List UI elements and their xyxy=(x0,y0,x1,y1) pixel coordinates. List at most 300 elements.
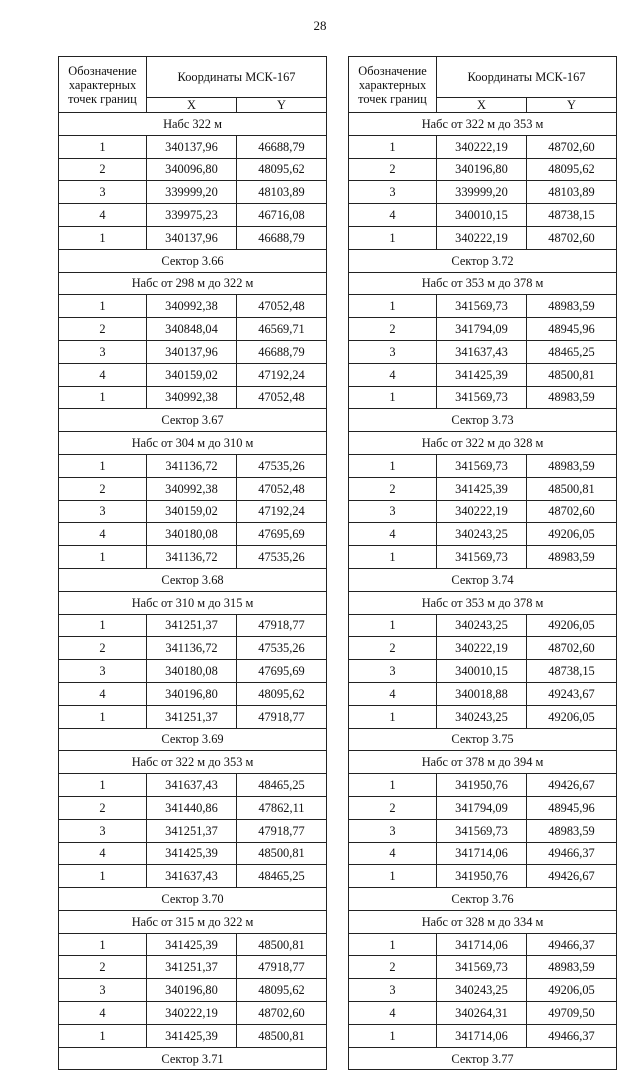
page-number: 28 xyxy=(313,18,327,33)
point-number: 3 xyxy=(59,340,147,363)
point-row xyxy=(59,614,327,637)
section-title: Сектор 3.69 xyxy=(59,728,327,751)
section-title: Сектор 3.67 xyxy=(59,409,327,432)
point-number: 4 xyxy=(59,842,147,865)
section-row xyxy=(59,751,327,774)
y-coordinate: 48702,60 xyxy=(527,135,617,158)
point-number: 1 xyxy=(349,933,437,956)
section-row xyxy=(59,591,327,614)
point-row xyxy=(59,1024,327,1047)
y-coordinate: 48095,62 xyxy=(237,158,327,181)
y-coordinate: 48702,60 xyxy=(237,1002,327,1025)
x-coordinate: 340180,08 xyxy=(147,523,237,546)
section-title: Сектор 3.66 xyxy=(59,249,327,272)
y-coordinate: 47052,48 xyxy=(237,295,327,318)
x-coordinate: 340137,96 xyxy=(147,340,237,363)
x-coordinate: 340159,02 xyxy=(147,500,237,523)
section-title: Набс 322 м xyxy=(59,113,327,136)
x-coordinate: 341637,43 xyxy=(147,774,237,797)
point-number: 4 xyxy=(59,682,147,705)
point-row xyxy=(349,979,617,1002)
section-row xyxy=(349,910,617,933)
point-number: 1 xyxy=(59,865,147,888)
point-row xyxy=(59,204,327,227)
point-row xyxy=(349,637,617,660)
x-coordinate: 341569,73 xyxy=(437,454,527,477)
point-row xyxy=(349,819,617,842)
x-coordinate: 340180,08 xyxy=(147,660,237,683)
point-number: 3 xyxy=(349,340,437,363)
point-row xyxy=(349,135,617,158)
x-coordinate: 340010,15 xyxy=(437,660,527,683)
point-row xyxy=(349,204,617,227)
point-number: 4 xyxy=(349,204,437,227)
point-number: 1 xyxy=(59,705,147,728)
section-row xyxy=(59,910,327,933)
section-row xyxy=(349,591,617,614)
point-number: 1 xyxy=(59,295,147,318)
point-number: 4 xyxy=(59,523,147,546)
point-row xyxy=(59,705,327,728)
table-header-row xyxy=(59,57,327,98)
x-coordinate: 341251,37 xyxy=(147,614,237,637)
y-coordinate: 48500,81 xyxy=(527,477,617,500)
point-row xyxy=(59,340,327,363)
point-number: 2 xyxy=(59,477,147,500)
coordinates-table-right xyxy=(348,56,617,1070)
point-number: 1 xyxy=(59,1024,147,1047)
point-number: 1 xyxy=(349,614,437,637)
point-number: 3 xyxy=(59,500,147,523)
section-title: Набс от 378 м до 394 м xyxy=(349,751,617,774)
point-number: 3 xyxy=(59,181,147,204)
section-row xyxy=(349,113,617,136)
point-number: 1 xyxy=(349,1024,437,1047)
point-number: 1 xyxy=(59,386,147,409)
y-coordinate: 48738,15 xyxy=(527,204,617,227)
point-number: 3 xyxy=(59,979,147,1002)
y-coordinate: 48983,59 xyxy=(527,454,617,477)
x-coordinate: 341714,06 xyxy=(437,933,527,956)
point-number: 1 xyxy=(349,454,437,477)
y-coordinate: 47535,26 xyxy=(237,454,327,477)
y-coordinate: 47192,24 xyxy=(237,363,327,386)
y-coordinate: 47695,69 xyxy=(237,523,327,546)
section-title: Набс от 353 м до 378 м xyxy=(349,591,617,614)
section-title: Набс от 353 м до 378 м xyxy=(349,272,617,295)
y-coordinate: 49466,37 xyxy=(527,842,617,865)
y-coordinate: 47052,48 xyxy=(237,386,327,409)
point-row xyxy=(59,637,327,660)
section-title: Набс от 328 м до 334 м xyxy=(349,910,617,933)
point-number: 2 xyxy=(349,158,437,181)
point-row xyxy=(59,819,327,842)
section-row xyxy=(349,249,617,272)
x-coordinate: 341794,09 xyxy=(437,318,527,341)
x-coordinate: 339975,23 xyxy=(147,204,237,227)
point-row xyxy=(349,660,617,683)
x-coordinate: 340222,19 xyxy=(437,500,527,523)
point-row xyxy=(349,614,617,637)
y-coordinate: 48103,89 xyxy=(237,181,327,204)
x-coordinate: 339999,20 xyxy=(437,181,527,204)
header-designation: Обозначение характерных точек границ xyxy=(59,57,147,113)
y-coordinate: 48465,25 xyxy=(527,340,617,363)
point-row xyxy=(59,979,327,1002)
y-coordinate: 48945,96 xyxy=(527,318,617,341)
y-coordinate: 48945,96 xyxy=(527,796,617,819)
x-coordinate: 341569,73 xyxy=(437,956,527,979)
point-row xyxy=(349,363,617,386)
x-coordinate: 341136,72 xyxy=(147,637,237,660)
point-row xyxy=(349,1002,617,1025)
y-coordinate: 47535,26 xyxy=(237,637,327,660)
x-coordinate: 341569,73 xyxy=(437,546,527,569)
point-row xyxy=(349,796,617,819)
x-coordinate: 341637,43 xyxy=(147,865,237,888)
section-row xyxy=(59,432,327,455)
point-row xyxy=(59,454,327,477)
x-coordinate: 340222,19 xyxy=(437,637,527,660)
section-row xyxy=(59,272,327,295)
section-title: Сектор 3.70 xyxy=(59,888,327,911)
section-row xyxy=(59,113,327,136)
point-number: 1 xyxy=(59,454,147,477)
point-number: 1 xyxy=(59,135,147,158)
point-row xyxy=(59,546,327,569)
section-row xyxy=(59,728,327,751)
point-number: 3 xyxy=(59,660,147,683)
point-number: 1 xyxy=(59,226,147,249)
y-coordinate: 49206,05 xyxy=(527,614,617,637)
x-coordinate: 341251,37 xyxy=(147,956,237,979)
y-coordinate: 46569,71 xyxy=(237,318,327,341)
y-coordinate: 47535,26 xyxy=(237,546,327,569)
point-number: 3 xyxy=(349,500,437,523)
point-number: 2 xyxy=(59,637,147,660)
point-number: 2 xyxy=(59,796,147,819)
point-row xyxy=(59,158,327,181)
point-row xyxy=(59,135,327,158)
section-title: Набс от 322 м до 353 м xyxy=(59,751,327,774)
x-coordinate: 341440,86 xyxy=(147,796,237,819)
y-coordinate: 46716,08 xyxy=(237,204,327,227)
y-coordinate: 49243,67 xyxy=(527,682,617,705)
point-number: 3 xyxy=(349,979,437,1002)
x-coordinate: 339999,20 xyxy=(147,181,237,204)
y-coordinate: 48500,81 xyxy=(237,1024,327,1047)
y-coordinate: 49206,05 xyxy=(527,705,617,728)
header-y: Y xyxy=(527,98,617,113)
section-row xyxy=(59,568,327,591)
y-coordinate: 48095,62 xyxy=(527,158,617,181)
section-row xyxy=(59,888,327,911)
header-coordinates: Координаты МСК-167 xyxy=(147,57,327,98)
point-row xyxy=(349,956,617,979)
point-row xyxy=(59,181,327,204)
y-coordinate: 48983,59 xyxy=(527,819,617,842)
point-row xyxy=(349,386,617,409)
y-coordinate: 48983,59 xyxy=(527,956,617,979)
y-coordinate: 47918,77 xyxy=(237,614,327,637)
y-coordinate: 49206,05 xyxy=(527,979,617,1002)
section-row xyxy=(349,888,617,911)
section-row xyxy=(59,1047,327,1070)
section-row xyxy=(59,249,327,272)
point-number: 4 xyxy=(59,363,147,386)
point-number: 4 xyxy=(59,204,147,227)
point-number: 3 xyxy=(349,660,437,683)
point-number: 1 xyxy=(349,865,437,888)
x-coordinate: 340196,80 xyxy=(147,682,237,705)
y-coordinate: 47918,77 xyxy=(237,705,327,728)
y-coordinate: 49426,67 xyxy=(527,774,617,797)
point-number: 2 xyxy=(349,477,437,500)
point-row xyxy=(59,295,327,318)
point-row xyxy=(349,682,617,705)
x-coordinate: 341425,39 xyxy=(147,933,237,956)
point-row xyxy=(349,523,617,546)
x-coordinate: 340848,04 xyxy=(147,318,237,341)
y-coordinate: 48500,81 xyxy=(237,933,327,956)
x-coordinate: 341136,72 xyxy=(147,454,237,477)
point-row xyxy=(59,523,327,546)
y-coordinate: 47192,24 xyxy=(237,500,327,523)
y-coordinate: 47918,77 xyxy=(237,819,327,842)
point-row xyxy=(349,181,617,204)
point-row xyxy=(59,796,327,819)
section-title: Набс от 298 м до 322 м xyxy=(59,272,327,295)
section-title: Сектор 3.73 xyxy=(349,409,617,432)
point-number: 1 xyxy=(349,546,437,569)
point-row xyxy=(349,774,617,797)
x-coordinate: 341425,39 xyxy=(437,363,527,386)
section-title: Сектор 3.74 xyxy=(349,568,617,591)
section-row xyxy=(349,568,617,591)
point-number: 1 xyxy=(349,226,437,249)
y-coordinate: 49206,05 xyxy=(527,523,617,546)
y-coordinate: 49466,37 xyxy=(527,933,617,956)
header-coordinates: Координаты МСК-167 xyxy=(437,57,617,98)
header-y: Y xyxy=(237,98,327,113)
point-row xyxy=(349,226,617,249)
point-number: 2 xyxy=(59,956,147,979)
y-coordinate: 47052,48 xyxy=(237,477,327,500)
table-header-row xyxy=(349,57,617,98)
y-coordinate: 48095,62 xyxy=(237,979,327,1002)
header-x: X xyxy=(437,98,527,113)
point-row xyxy=(349,318,617,341)
y-coordinate: 48983,59 xyxy=(527,386,617,409)
section-row xyxy=(59,409,327,432)
point-row xyxy=(59,774,327,797)
y-coordinate: 48465,25 xyxy=(237,865,327,888)
point-number: 1 xyxy=(59,546,147,569)
x-coordinate: 340243,25 xyxy=(437,705,527,728)
x-coordinate: 341569,73 xyxy=(437,295,527,318)
point-number: 2 xyxy=(349,318,437,341)
point-row xyxy=(59,660,327,683)
point-number: 3 xyxy=(349,181,437,204)
point-number: 4 xyxy=(349,523,437,546)
section-title: Сектор 3.75 xyxy=(349,728,617,751)
point-row xyxy=(59,318,327,341)
point-row xyxy=(349,842,617,865)
section-row xyxy=(349,728,617,751)
x-coordinate: 340222,19 xyxy=(437,226,527,249)
x-coordinate: 340243,25 xyxy=(437,979,527,1002)
x-coordinate: 340196,80 xyxy=(437,158,527,181)
x-coordinate: 341950,76 xyxy=(437,774,527,797)
point-row xyxy=(349,454,617,477)
x-coordinate: 340992,38 xyxy=(147,386,237,409)
section-title: Набс от 322 м до 353 м xyxy=(349,113,617,136)
x-coordinate: 340137,96 xyxy=(147,135,237,158)
section-title: Сектор 3.77 xyxy=(349,1047,617,1070)
y-coordinate: 47918,77 xyxy=(237,956,327,979)
point-number: 4 xyxy=(349,363,437,386)
section-title: Набс от 304 м до 310 м xyxy=(59,432,327,455)
point-row xyxy=(59,865,327,888)
x-coordinate: 341136,72 xyxy=(147,546,237,569)
header-x: X xyxy=(147,98,237,113)
point-row xyxy=(59,386,327,409)
x-coordinate: 340992,38 xyxy=(147,295,237,318)
x-coordinate: 341425,39 xyxy=(147,842,237,865)
section-row xyxy=(349,751,617,774)
point-row xyxy=(349,865,617,888)
x-coordinate: 340222,19 xyxy=(147,1002,237,1025)
section-title: Набс от 315 м до 322 м xyxy=(59,910,327,933)
x-coordinate: 340159,02 xyxy=(147,363,237,386)
point-row xyxy=(59,956,327,979)
x-coordinate: 341425,39 xyxy=(147,1024,237,1047)
x-coordinate: 340096,80 xyxy=(147,158,237,181)
point-row xyxy=(59,682,327,705)
point-row xyxy=(349,295,617,318)
point-row xyxy=(349,477,617,500)
y-coordinate: 48500,81 xyxy=(237,842,327,865)
x-coordinate: 340264,31 xyxy=(437,1002,527,1025)
y-coordinate: 49466,37 xyxy=(527,1024,617,1047)
point-number: 1 xyxy=(349,386,437,409)
section-title: Набс от 322 м до 328 м xyxy=(349,432,617,455)
point-row xyxy=(349,705,617,728)
point-row xyxy=(349,546,617,569)
y-coordinate: 48738,15 xyxy=(527,660,617,683)
point-number: 2 xyxy=(59,158,147,181)
point-number: 1 xyxy=(349,774,437,797)
x-coordinate: 341714,06 xyxy=(437,1024,527,1047)
y-coordinate: 48500,81 xyxy=(527,363,617,386)
y-coordinate: 48103,89 xyxy=(527,181,617,204)
y-coordinate: 46688,79 xyxy=(237,226,327,249)
point-row xyxy=(349,933,617,956)
y-coordinate: 48983,59 xyxy=(527,546,617,569)
point-row xyxy=(59,477,327,500)
x-coordinate: 341794,09 xyxy=(437,796,527,819)
point-number: 1 xyxy=(349,705,437,728)
section-title: Сектор 3.76 xyxy=(349,888,617,911)
y-coordinate: 46688,79 xyxy=(237,135,327,158)
point-row xyxy=(59,933,327,956)
point-row xyxy=(59,226,327,249)
section-row xyxy=(349,432,617,455)
point-number: 4 xyxy=(349,1002,437,1025)
point-number: 1 xyxy=(349,135,437,158)
point-number: 2 xyxy=(349,956,437,979)
x-coordinate: 341714,06 xyxy=(437,842,527,865)
x-coordinate: 340992,38 xyxy=(147,477,237,500)
x-coordinate: 341569,73 xyxy=(437,819,527,842)
y-coordinate: 48702,60 xyxy=(527,226,617,249)
y-coordinate: 49426,67 xyxy=(527,865,617,888)
y-coordinate: 49709,50 xyxy=(527,1002,617,1025)
x-coordinate: 341425,39 xyxy=(437,477,527,500)
x-coordinate: 340196,80 xyxy=(147,979,237,1002)
point-row xyxy=(349,158,617,181)
point-number: 1 xyxy=(59,933,147,956)
point-number: 3 xyxy=(59,819,147,842)
section-title: Сектор 3.71 xyxy=(59,1047,327,1070)
point-number: 4 xyxy=(59,1002,147,1025)
point-row xyxy=(59,842,327,865)
point-number: 4 xyxy=(349,682,437,705)
x-coordinate: 341569,73 xyxy=(437,386,527,409)
point-number: 1 xyxy=(59,774,147,797)
point-row xyxy=(349,340,617,363)
y-coordinate: 47862,11 xyxy=(237,796,327,819)
header-designation: Обозначение характерных точек границ xyxy=(349,57,437,113)
y-coordinate: 48095,62 xyxy=(237,682,327,705)
section-row xyxy=(349,272,617,295)
point-number: 1 xyxy=(59,614,147,637)
y-coordinate: 48465,25 xyxy=(237,774,327,797)
x-coordinate: 340018,88 xyxy=(437,682,527,705)
y-coordinate: 48702,60 xyxy=(527,637,617,660)
point-row xyxy=(349,500,617,523)
y-coordinate: 48702,60 xyxy=(527,500,617,523)
point-number: 2 xyxy=(349,637,437,660)
point-row xyxy=(59,363,327,386)
x-coordinate: 341950,76 xyxy=(437,865,527,888)
section-title: Сектор 3.68 xyxy=(59,568,327,591)
x-coordinate: 341251,37 xyxy=(147,819,237,842)
x-coordinate: 340222,19 xyxy=(437,135,527,158)
point-row xyxy=(349,1024,617,1047)
coordinates-table-left xyxy=(58,56,327,1070)
x-coordinate: 340137,96 xyxy=(147,226,237,249)
y-coordinate: 47695,69 xyxy=(237,660,327,683)
section-title: Набс от 310 м до 315 м xyxy=(59,591,327,614)
point-number: 1 xyxy=(349,295,437,318)
point-number: 4 xyxy=(349,842,437,865)
point-row xyxy=(59,1002,327,1025)
point-number: 3 xyxy=(349,819,437,842)
section-row xyxy=(349,1047,617,1070)
x-coordinate: 341637,43 xyxy=(437,340,527,363)
section-row xyxy=(349,409,617,432)
point-row xyxy=(59,500,327,523)
x-coordinate: 340010,15 xyxy=(437,204,527,227)
x-coordinate: 341251,37 xyxy=(147,705,237,728)
x-coordinate: 340243,25 xyxy=(437,523,527,546)
y-coordinate: 48983,59 xyxy=(527,295,617,318)
y-coordinate: 46688,79 xyxy=(237,340,327,363)
point-number: 2 xyxy=(349,796,437,819)
section-title: Сектор 3.72 xyxy=(349,249,617,272)
point-number: 2 xyxy=(59,318,147,341)
